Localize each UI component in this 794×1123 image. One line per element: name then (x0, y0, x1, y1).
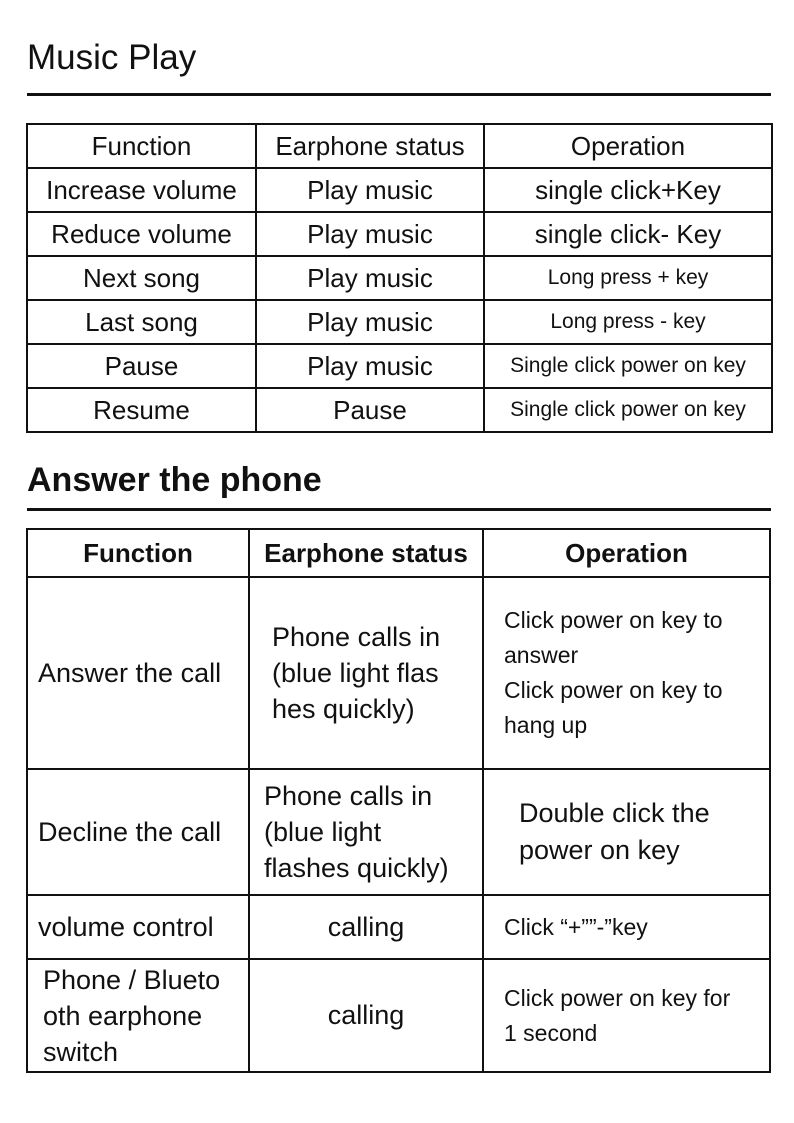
function-cell: Last song (27, 300, 256, 344)
status-cell: Play music (256, 344, 484, 388)
function-cell: Next song (27, 256, 256, 300)
cell-line: Click power on key to (504, 607, 723, 633)
header-earphone-status: Earphone status (249, 529, 483, 577)
operation-cell: single click+Key (484, 168, 772, 212)
cell-line: calling (327, 1000, 405, 1030)
cell-line: Answer the call (38, 658, 222, 688)
status-cell (249, 895, 483, 959)
header-operation: Operation (484, 124, 772, 168)
function-cell: Resume (27, 388, 256, 432)
cell-line: (blue light (264, 817, 382, 847)
operation-cell: Long press - key (484, 300, 772, 344)
operation-cell (483, 959, 770, 1072)
cell-line: (blue light flas (272, 658, 439, 688)
table-header-row (27, 529, 770, 577)
answer-phone-table (26, 528, 771, 1073)
cell-line: switch (43, 1036, 119, 1067)
function-cell: Pause (27, 344, 256, 388)
cell-line: Double click the (519, 798, 710, 828)
function-cell: Increase volume (27, 168, 256, 212)
music-play-divider (27, 93, 771, 96)
function-cell: Reduce volume (27, 212, 256, 256)
cell-line: flashes quickly) (264, 853, 449, 883)
table-row (27, 895, 770, 959)
function-cell (27, 577, 249, 769)
operation-cell (483, 577, 770, 769)
table-row (27, 959, 770, 1072)
cell-line: Click “+””-”key (504, 913, 648, 940)
table-row (27, 388, 772, 432)
header-function: Function (27, 529, 249, 577)
table-row (27, 769, 770, 895)
cell-line: 1 second (504, 1019, 598, 1046)
answer-phone-title: Answer the phone (27, 461, 322, 499)
cell-line: hang up (504, 712, 588, 738)
cell-line: answer (504, 642, 579, 668)
cell-line: calling (327, 911, 405, 942)
status-cell (249, 769, 483, 895)
function-cell (27, 769, 249, 895)
table-row (27, 212, 772, 256)
status-cell: Play music (256, 212, 484, 256)
status-cell: Pause (256, 388, 484, 432)
status-cell: Play music (256, 300, 484, 344)
header-function: Function (27, 124, 256, 168)
header-operation: Operation (483, 529, 770, 577)
table-row (27, 577, 770, 769)
music-play-table (26, 123, 773, 433)
table-row (27, 300, 772, 344)
table-row (27, 168, 772, 212)
cell-line: Phone calls in (264, 781, 433, 811)
operation-cell: Single click power on key (484, 344, 772, 388)
header-earphone-status: Earphone status (256, 124, 484, 168)
operation-cell: Single click power on key (484, 388, 772, 432)
status-cell: Play music (256, 256, 484, 300)
function-cell (27, 895, 249, 959)
table-header-row (27, 124, 772, 168)
cell-line: Phone / Blueto (43, 964, 221, 995)
cell-line: Click power on key for (504, 984, 731, 1011)
operation-cell: single click- Key (484, 212, 772, 256)
table-row (27, 256, 772, 300)
status-cell (249, 577, 483, 769)
operation-cell: Long press + key (484, 256, 772, 300)
cell-line: Click power on key to (504, 677, 723, 703)
operation-cell (483, 895, 770, 959)
cell-line: oth earphone (43, 1000, 203, 1031)
operation-cell (483, 769, 770, 895)
function-cell (27, 959, 249, 1072)
cell-line: power on key (519, 835, 680, 865)
music-play-title: Music Play (27, 38, 197, 77)
answer-phone-divider (27, 508, 771, 511)
status-cell (249, 959, 483, 1072)
cell-line: Decline the call (38, 817, 222, 847)
cell-line: hes quickly) (272, 694, 415, 724)
cell-line: Phone calls in (272, 622, 441, 652)
status-cell: Play music (256, 168, 484, 212)
cell-line: volume control (38, 912, 214, 942)
table-row (27, 344, 772, 388)
